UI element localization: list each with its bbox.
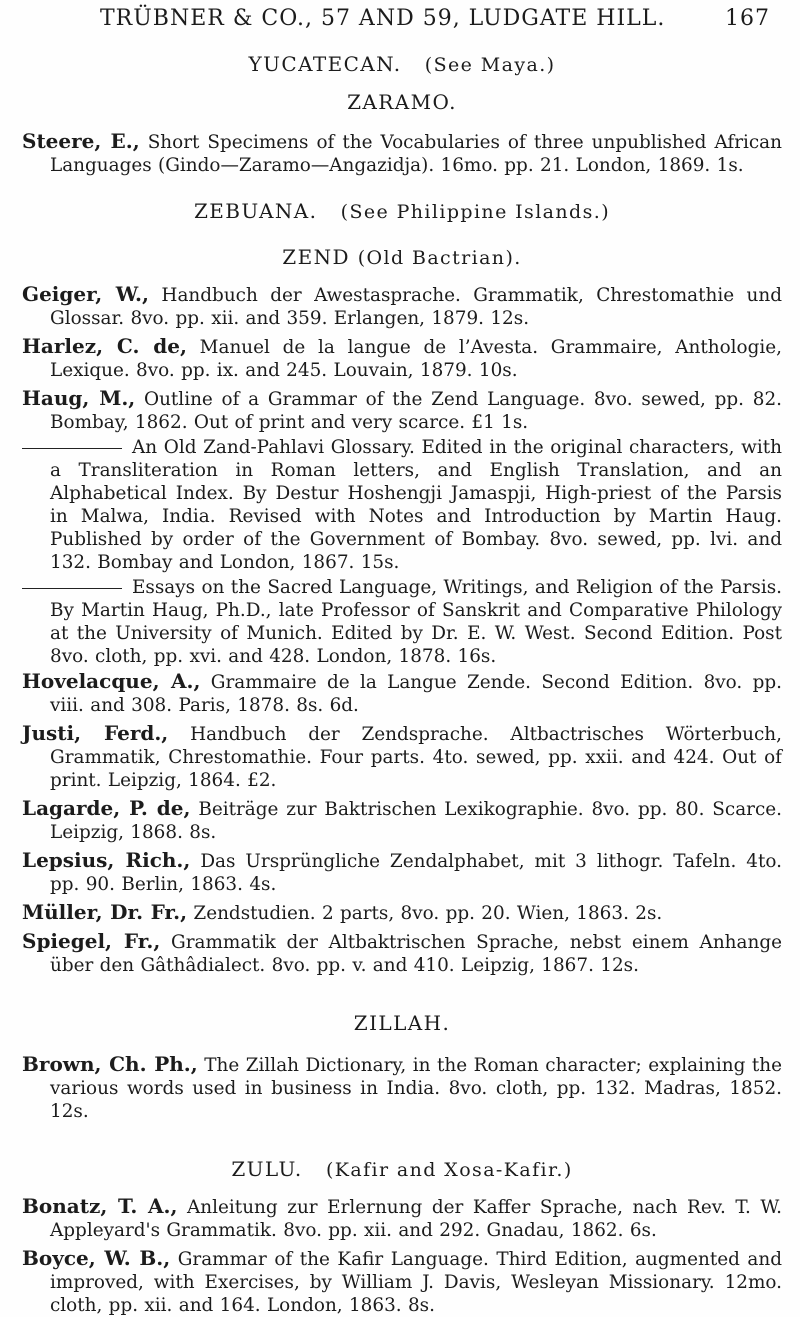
entry-heading: Lepsius, Rich., [22, 848, 191, 872]
entry-steere [22, 130, 782, 177]
entry-text: The Zillah Dictionary, in the Roman character; explaining the various words used in business in India. 8vo. cloth, pp. 132. Madras, 1852. 12s. [50, 1055, 782, 1122]
cross-reference: (See Philippine Islands.) [340, 201, 611, 223]
entry-spiegel [22, 930, 782, 977]
section-title-zebuana: ZEBUANA. (See Philippine Islands.) [193, 199, 611, 223]
entry-text: Short Specimens of the Vocabularies of three unpublished African Languages (Gindo—Zaramo—Angazidja). 16mo. pp. 21. London, 1869. 1s. [50, 132, 782, 176]
page-number: 167 [725, 6, 770, 31]
entry-text: Zendstudien. 2 parts, 8vo. pp. 20. Wien, 1863. 2s. [193, 903, 663, 924]
cross-reference: (See Maya.) [424, 54, 556, 76]
running-head [22, 6, 782, 42]
section-title-yucatecan: YUCATECAN. (See Maya.) [248, 52, 556, 76]
entry-text: Essays on the Sacred Language, Writings, and Religion of the Parsis. By Martin Haug, Ph.D., late Professor of Sanskrit and Comparative Philology at the University of Munich. Edited by Dr. E. W. West. Second Edition. Post 8vo. cloth, pp. xvi. and 428. London, 1878. 16s. [50, 577, 782, 667]
entry-heading: Müller, Dr. Fr., [22, 900, 188, 924]
entry-harlez [22, 335, 782, 382]
entry-text: Outline of a Grammar of the Zend Language. 8vo. sewed, pp. 82. Bombay, 1862. Out of print and very scarce. £1 1s. [50, 389, 782, 433]
entry-bonatz [22, 1195, 782, 1242]
entry-haug [22, 387, 782, 434]
ditto-dash [22, 588, 122, 589]
entry-heading: Lagarde, P. de, [22, 796, 191, 820]
entry-heading: Spiegel, Fr., [22, 929, 161, 953]
ditto-dash [22, 448, 122, 449]
entry-heading: Harlez, C. de, [22, 334, 187, 358]
entry-hovelacque [22, 670, 782, 717]
entry-text: Grammatik der Altbaktrischen Sprache, nebst einem Anhange über den Gâthâdialect. 8vo. pp. v. and 410. Leipzig, 1867. 12s. [50, 932, 782, 976]
entry-heading: Hovelacque, A., [22, 669, 201, 693]
cross-reference: (Old Bactrian). [357, 247, 522, 269]
entry-haug-glossary [22, 436, 782, 574]
cross-reference: (Kafir and Xosa-Kafir.) [325, 1159, 573, 1181]
entry-heading: Geiger, W., [22, 282, 149, 306]
entry-heading: Justi, Ferd., [22, 721, 169, 745]
entry-text: An Old Zand-Pahlavi Glossary. Edited in the original characters, with a Transliteration in Roman letters, and English Translation, and an Alphabetical Index. By Destur Hoshengji Jamaspji, High-priest of the Parsis in Malwa, India. Revised with Notes and Introduction by Martin Haug. Published by order of the Government of Bombay. 8vo. sewed, pp. lvi. and 132. Bombay and London, 1867. 15s. [50, 437, 782, 573]
entry-justi [22, 722, 782, 792]
entry-haug-essays [22, 576, 782, 668]
entry-text: Grammar of the Kafir Language. Third Edition, augmented and improved, with Exercises, by William J. Davis, Wesleyan Missionary. 12mo. cloth, pp. xii. and 164. London, 1863. 8s. [50, 1249, 782, 1316]
entry-heading: Steere, E., [22, 129, 140, 153]
entry-heading: Boyce, W. B., [22, 1246, 171, 1270]
entry-muller [22, 901, 782, 925]
entry-lagarde [22, 797, 782, 844]
section-title-zulu: ZULU. (Kafir and Xosa-Kafir.) [231, 1157, 573, 1181]
entry-heading: Haug, M., [22, 386, 136, 410]
entry-text: Handbuch der Zendsprache. Altbactrisches Wörterbuch, Grammatik, Chrestomathie. Four parts. 4to. sewed, pp. xxii. and 424. Out of print. Leipzig, 1864. £2. [50, 724, 782, 791]
section-title-zillah: ZILLAH. [353, 1011, 451, 1035]
section-title-zend: ZEND (Old Bactrian). [282, 245, 522, 269]
entry-geiger [22, 283, 782, 330]
entry-brown [22, 1053, 782, 1123]
entry-text: Beiträge zur Baktrischen Lexikographie. 8vo. pp. 80. Scarce. Leipzig, 1868. 8s. [50, 799, 782, 843]
entry-text: Manuel de la langue de l’Avesta. Grammaire, Anthologie, Lexique. 8vo. pp. ix. and 245. Louvain, 1879. 10s. [50, 337, 782, 381]
entry-heading: Brown, Ch. Ph., [22, 1052, 198, 1076]
entry-text: Grammaire de la Langue Zende. Second Edition. 8vo. pp. viii. and 308. Paris, 1878. 8s. 6d. [50, 672, 782, 716]
entry-text: Das Ursprüngliche Zendalphabet, mit 3 lithogr. Tafeln. 4to. pp. 90. Berlin, 1863. 4s. [50, 851, 782, 895]
entry-text: Handbuch der Awestasprache. Grammatik, Chrestomathie und Glossar. 8vo. pp. xii. and 359. Erlangen, 1879. 12s. [50, 285, 782, 329]
section-title-zaramo: ZARAMO. [347, 90, 457, 114]
entry-heading: Bonatz, T. A., [22, 1194, 178, 1218]
publisher-header: TRÜBNER & CO., 57 AND 59, LUDGATE HILL. [100, 6, 666, 31]
entry-lepsius [22, 849, 782, 896]
entry-text: Anleitung zur Erlernung der Kaffer Sprache, nach Rev. T. W. Appleyard's Grammatik. 8vo. pp. xii. and 292. Gnadau, 1862. 6s. [50, 1197, 782, 1241]
